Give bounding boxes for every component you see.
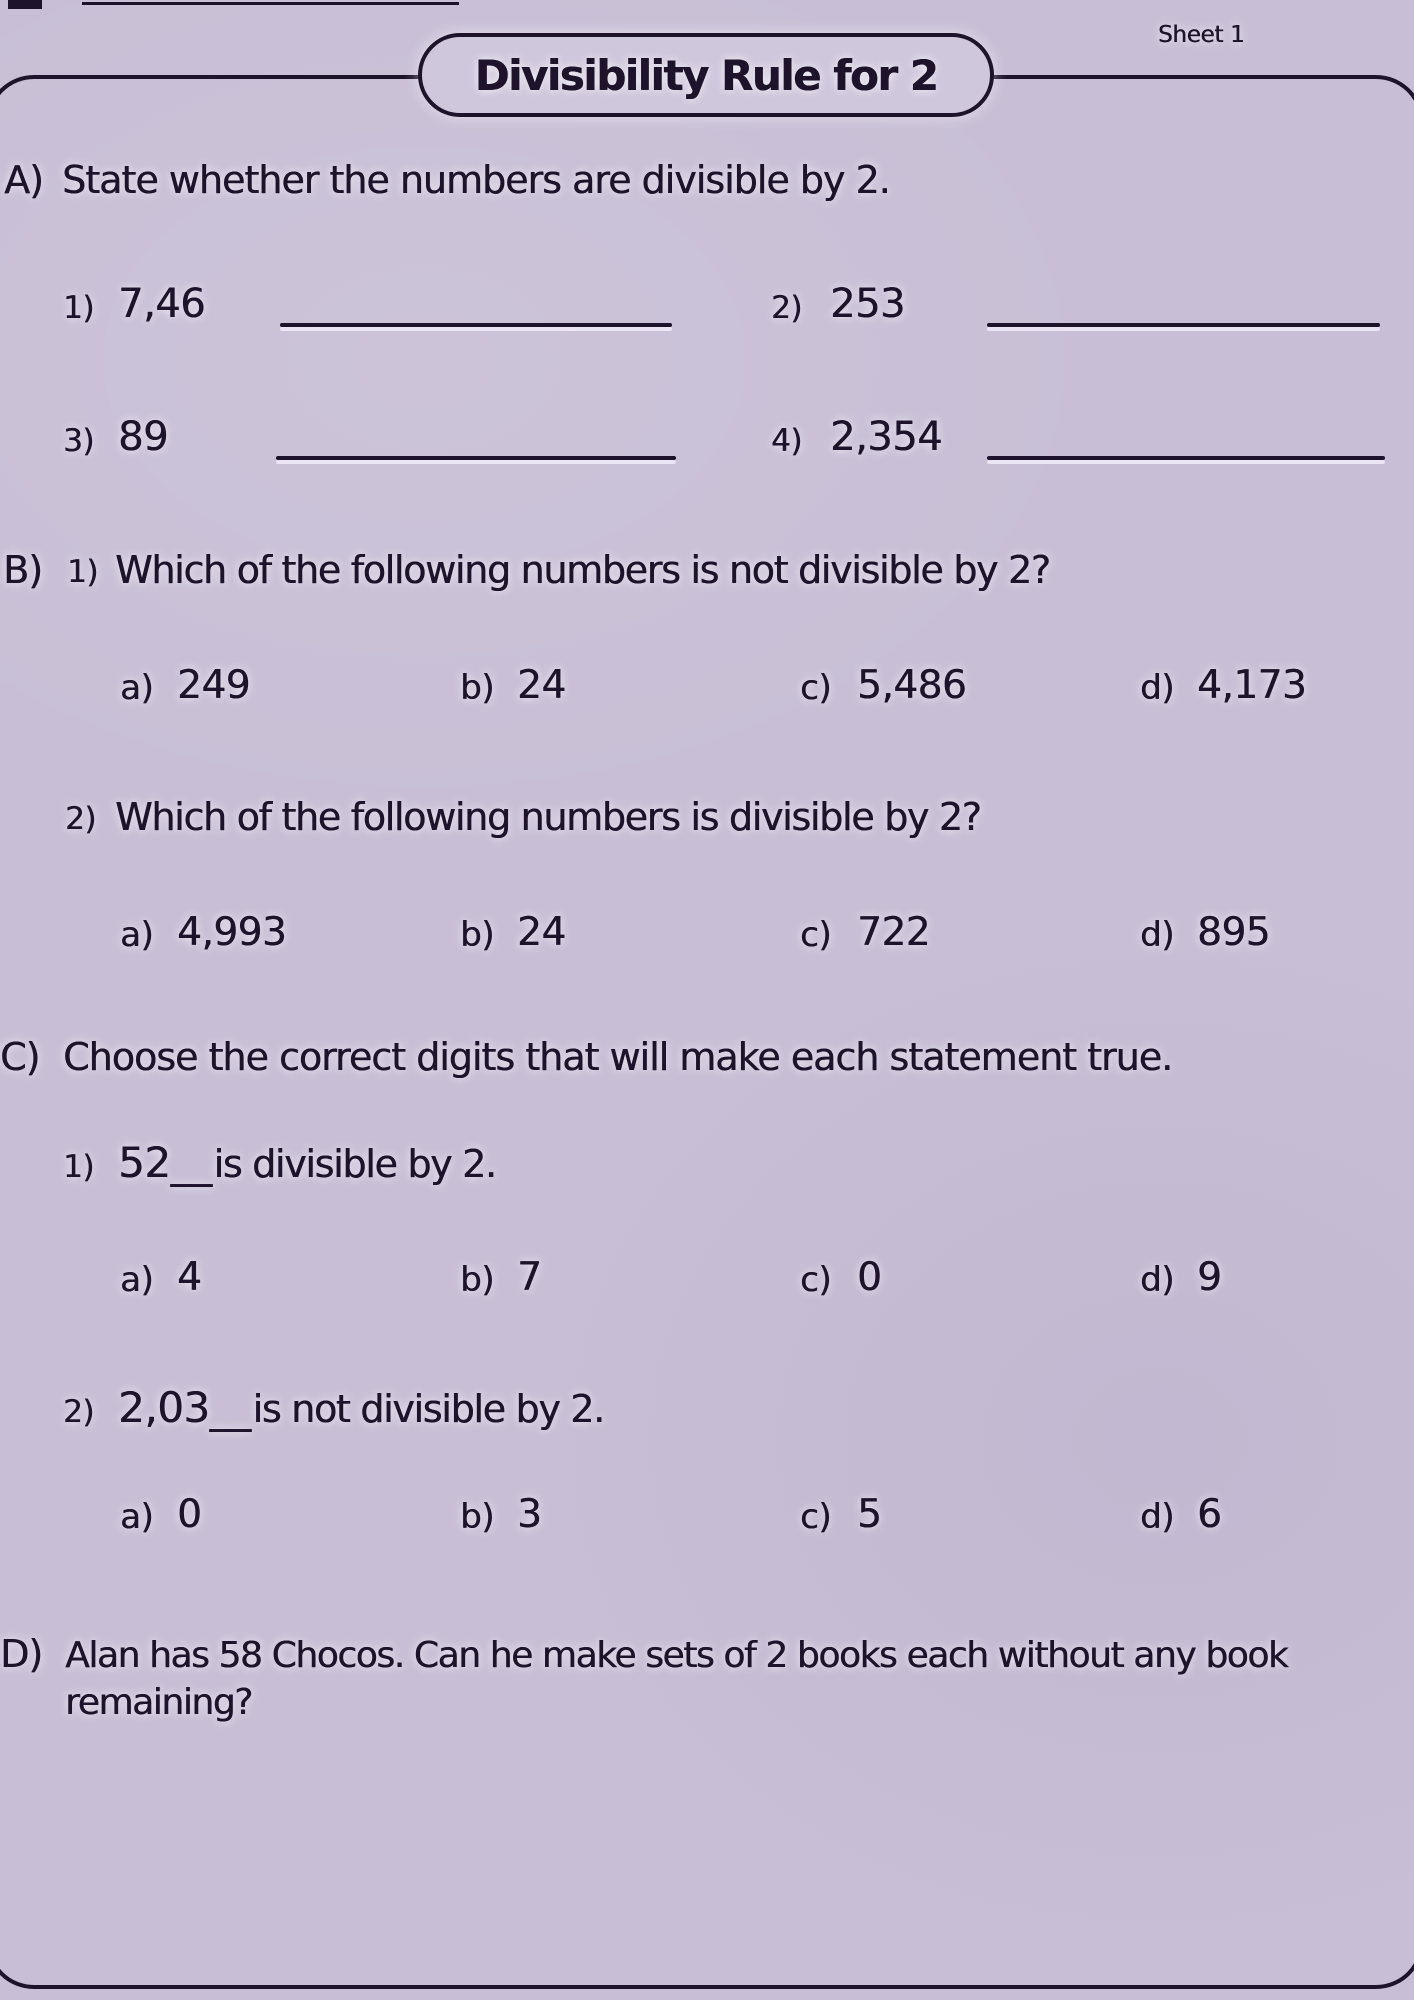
- item-value: 89: [118, 414, 168, 460]
- option-letter[interactable]: d): [1140, 915, 1174, 955]
- option-letter[interactable]: a): [120, 915, 154, 955]
- question-number: 2): [65, 801, 96, 837]
- option-letter[interactable]: b): [460, 915, 494, 955]
- option-letter[interactable]: b): [460, 668, 494, 708]
- section-d-label: D): [0, 1632, 43, 1676]
- statement-text-part: is not divisible by 2.: [252, 1387, 604, 1431]
- section-b-label: B): [3, 548, 42, 592]
- option-value[interactable]: 895: [1197, 910, 1270, 955]
- item-number: 4): [771, 423, 802, 459]
- item-number: 2): [771, 290, 802, 326]
- sheet-number: Sheet 1: [1158, 22, 1245, 48]
- option-letter[interactable]: b): [460, 1497, 494, 1537]
- option-letter[interactable]: c): [800, 1260, 831, 1300]
- answer-blank[interactable]: [280, 323, 672, 327]
- item-number: 1): [63, 290, 94, 326]
- question-number: 2): [63, 1394, 94, 1430]
- option-letter[interactable]: b): [460, 1260, 494, 1300]
- option-value[interactable]: 722: [857, 910, 930, 955]
- option-letter[interactable]: d): [1140, 1497, 1174, 1537]
- statement-text-part: is divisible by 2.: [213, 1142, 496, 1186]
- worksheet-title: Divisibility Rule for 2: [474, 50, 938, 100]
- word-problem-text: Alan has 58 Chocos. Can he make sets of 2 books each without any book remaining?: [65, 1635, 1288, 1723]
- fill-in-statement: [118, 1383, 604, 1432]
- option-value[interactable]: 6: [1197, 1492, 1222, 1537]
- option-letter[interactable]: a): [120, 668, 154, 708]
- top-partial-rule: [82, 2, 459, 5]
- option-value[interactable]: 5,486: [857, 663, 967, 708]
- title-badge: [418, 33, 994, 117]
- option-letter[interactable]: c): [800, 915, 831, 955]
- option-value[interactable]: 0: [857, 1255, 882, 1300]
- option-value[interactable]: 249: [177, 663, 250, 708]
- option-value[interactable]: 4,173: [1197, 663, 1307, 708]
- section-a-prompt: State whether the numbers are divisible by 2.: [62, 158, 890, 202]
- answer-blank[interactable]: [987, 456, 1385, 460]
- option-letter[interactable]: a): [120, 1497, 154, 1537]
- option-value[interactable]: 24: [517, 910, 566, 955]
- option-value[interactable]: 3: [517, 1492, 542, 1537]
- section-c-label: C): [0, 1035, 40, 1079]
- answer-blank[interactable]: [276, 456, 676, 460]
- option-letter[interactable]: a): [120, 1260, 154, 1300]
- option-value[interactable]: 9: [1197, 1255, 1222, 1300]
- item-number: 3): [63, 423, 94, 459]
- option-letter[interactable]: d): [1140, 668, 1174, 708]
- item-value: 7,46: [118, 281, 206, 327]
- question-text: Which of the following numbers is not divisible by 2?: [115, 548, 1050, 592]
- item-value: 2,354: [830, 414, 943, 460]
- item-value: 253: [830, 281, 905, 327]
- option-value[interactable]: 24: [517, 663, 566, 708]
- option-letter[interactable]: c): [800, 1497, 831, 1537]
- question-number: 1): [67, 554, 98, 590]
- section-c-prompt: Choose the correct digits that will make each statement true.: [63, 1035, 1173, 1079]
- option-value[interactable]: 0: [177, 1492, 202, 1537]
- question-text: Which of the following numbers is divisible by 2?: [115, 795, 981, 839]
- option-value[interactable]: 4,993: [177, 910, 287, 955]
- answer-blank[interactable]: [987, 323, 1380, 327]
- option-value[interactable]: 7: [517, 1255, 542, 1300]
- statement-number-part: 52__: [118, 1138, 212, 1187]
- option-value[interactable]: 5: [857, 1492, 882, 1537]
- statement-number-part: 2,03__: [118, 1383, 251, 1432]
- option-letter[interactable]: c): [800, 668, 831, 708]
- top-left-print-mark: [8, 0, 42, 9]
- option-value[interactable]: 4: [177, 1255, 202, 1300]
- fill-in-statement: [118, 1138, 496, 1187]
- option-letter[interactable]: d): [1140, 1260, 1174, 1300]
- question-number: 1): [63, 1149, 94, 1185]
- section-a-label: A): [4, 158, 43, 202]
